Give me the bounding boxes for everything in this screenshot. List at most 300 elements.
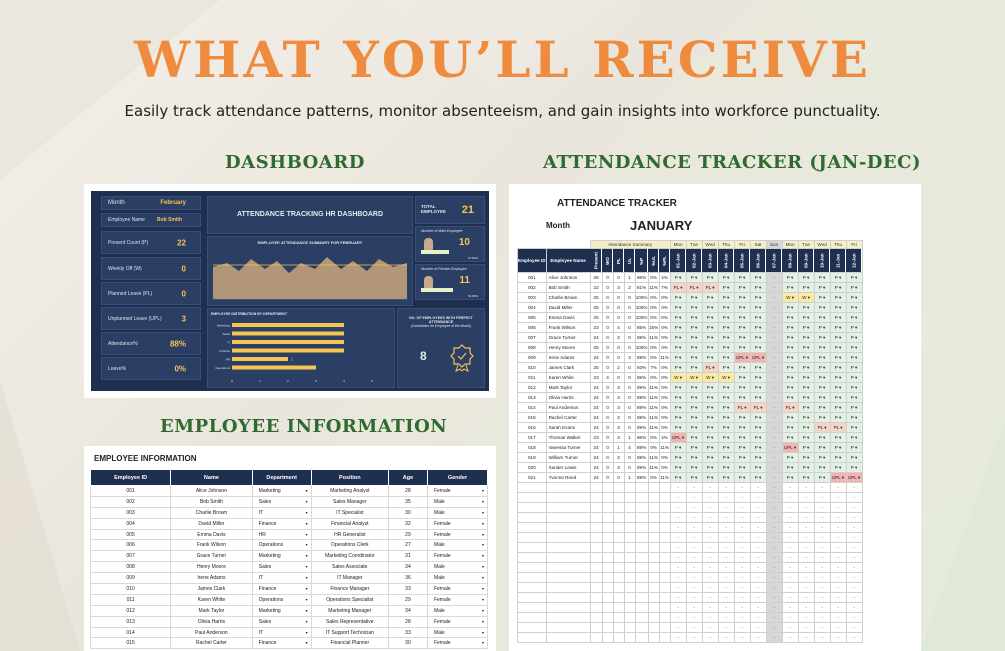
employee-cell[interactable]: Sales ▾ [252, 562, 311, 573]
day-status-cell[interactable]: - [750, 583, 766, 593]
day-status-cell[interactable]: - [830, 633, 846, 643]
employee-cell[interactable]: Female ▾ [427, 551, 487, 562]
day-status-cell[interactable]: P ▾ [798, 373, 814, 383]
day-status-cell[interactable]: P ▾ [702, 333, 718, 343]
day-status-cell[interactable]: - [734, 573, 750, 583]
day-status-cell[interactable]: P ▾ [846, 343, 862, 353]
day-status-cell[interactable]: P ▾ [798, 423, 814, 433]
day-status-cell[interactable]: P ▾ [670, 463, 686, 473]
day-status-cell[interactable]: P ▾ [686, 343, 702, 353]
day-status-cell[interactable]: P ▾ [718, 383, 734, 393]
day-status-cell[interactable]: P ▾ [782, 283, 798, 293]
day-status-cell[interactable]: - [766, 523, 782, 533]
day-status-cell[interactable]: - [702, 593, 718, 603]
day-status-cell[interactable]: - [846, 613, 862, 623]
day-status-cell[interactable]: P ▾ [686, 443, 702, 453]
day-status-cell[interactable]: - [846, 553, 862, 563]
day-status-cell[interactable]: P ▾ [830, 453, 846, 463]
day-status-cell[interactable]: P ▾ [734, 333, 750, 343]
day-status-cell[interactable]: - [718, 593, 734, 603]
day-status-cell[interactable]: - [798, 503, 814, 513]
date-column-header[interactable]: 01-Jan [670, 249, 686, 273]
day-status-cell[interactable]: - [830, 563, 846, 573]
day-status-cell[interactable]: P ▾ [750, 323, 766, 333]
day-status-cell[interactable]: P ▾ [718, 333, 734, 343]
day-status-cell[interactable]: - [686, 633, 702, 643]
day-status-cell[interactable]: - [702, 503, 718, 513]
day-status-cell[interactable]: P ▾ [830, 293, 846, 303]
day-status-cell[interactable]: P ▾ [798, 333, 814, 343]
day-status-cell[interactable]: - [766, 573, 782, 583]
day-status-cell[interactable]: P ▾ [798, 393, 814, 403]
day-status-cell[interactable]: P ▾ [702, 353, 718, 363]
day-status-cell[interactable]: - [734, 623, 750, 633]
day-status-cell[interactable]: - [766, 353, 782, 363]
day-status-cell[interactable]: - [750, 523, 766, 533]
day-status-cell[interactable]: P ▾ [670, 453, 686, 463]
day-status-cell[interactable]: P ▾ [782, 323, 798, 333]
day-status-cell[interactable]: P ▾ [734, 313, 750, 323]
day-status-cell[interactable]: P ▾ [702, 293, 718, 303]
day-status-cell[interactable]: - [798, 563, 814, 573]
day-status-cell[interactable]: P ▾ [798, 433, 814, 443]
tracker-column-header[interactable]: WO [602, 249, 613, 273]
day-status-cell[interactable]: P ▾ [782, 413, 798, 423]
day-status-cell[interactable]: P ▾ [734, 413, 750, 423]
day-status-cell[interactable]: - [750, 633, 766, 643]
day-status-cell[interactable]: P ▾ [846, 313, 862, 323]
day-status-cell[interactable]: - [686, 603, 702, 613]
day-status-cell[interactable]: P ▾ [782, 393, 798, 403]
day-status-cell[interactable]: - [830, 613, 846, 623]
day-status-cell[interactable]: - [686, 553, 702, 563]
day-status-cell[interactable]: P ▾ [814, 363, 830, 373]
day-status-cell[interactable]: - [814, 523, 830, 533]
employee-cell[interactable]: Male ▾ [427, 605, 487, 616]
day-status-cell[interactable]: P ▾ [798, 303, 814, 313]
day-status-cell[interactable]: P ▾ [830, 433, 846, 443]
day-status-cell[interactable]: P ▾ [814, 353, 830, 363]
day-status-cell[interactable]: P ▾ [798, 313, 814, 323]
day-status-cell[interactable]: P ▾ [670, 313, 686, 323]
day-status-cell[interactable]: - [670, 583, 686, 593]
date-column-header[interactable]: 04-Jan [718, 249, 734, 273]
day-status-cell[interactable]: - [766, 433, 782, 443]
day-status-cell[interactable]: - [782, 513, 798, 523]
day-status-cell[interactable]: P ▾ [750, 433, 766, 443]
day-status-cell[interactable]: PL ▾ [782, 403, 798, 413]
day-status-cell[interactable]: P ▾ [814, 323, 830, 333]
employee-cell[interactable]: Finance ▾ [252, 518, 311, 529]
day-status-cell[interactable]: P ▾ [670, 303, 686, 313]
day-status-cell[interactable]: P ▾ [750, 363, 766, 373]
day-status-cell[interactable]: - [718, 523, 734, 533]
day-status-cell[interactable]: - [814, 633, 830, 643]
day-status-cell[interactable]: - [686, 563, 702, 573]
day-status-cell[interactable]: - [766, 623, 782, 633]
day-status-cell[interactable]: - [766, 613, 782, 623]
day-status-cell[interactable]: - [814, 493, 830, 503]
day-status-cell[interactable]: - [766, 393, 782, 403]
day-status-cell[interactable]: P ▾ [718, 343, 734, 353]
day-status-cell[interactable]: - [686, 583, 702, 593]
day-status-cell[interactable]: - [830, 533, 846, 543]
day-status-cell[interactable]: - [814, 573, 830, 583]
day-status-cell[interactable]: - [670, 513, 686, 523]
day-status-cell[interactable]: P ▾ [718, 283, 734, 293]
day-status-cell[interactable]: - [846, 573, 862, 583]
day-status-cell[interactable]: - [766, 533, 782, 543]
day-status-cell[interactable]: P ▾ [830, 403, 846, 413]
day-status-cell[interactable]: - [782, 563, 798, 573]
day-status-cell[interactable]: P ▾ [734, 323, 750, 333]
day-status-cell[interactable]: - [830, 493, 846, 503]
day-status-cell[interactable]: P ▾ [846, 433, 862, 443]
employee-cell[interactable]: Sales ▾ [252, 616, 311, 627]
day-status-cell[interactable]: UPL ▾ [782, 443, 798, 453]
day-status-cell[interactable]: P ▾ [670, 363, 686, 373]
employee-cell[interactable]: Operations ▾ [252, 594, 311, 605]
day-status-cell[interactable]: P ▾ [734, 373, 750, 383]
date-column-header[interactable]: 05-Jan [734, 249, 750, 273]
day-status-cell[interactable]: P ▾ [750, 303, 766, 313]
day-status-cell[interactable]: P ▾ [846, 283, 862, 293]
day-status-cell[interactable]: - [798, 523, 814, 533]
day-status-cell[interactable]: P ▾ [846, 293, 862, 303]
day-status-cell[interactable]: P ▾ [734, 433, 750, 443]
day-status-cell[interactable]: P ▾ [830, 413, 846, 423]
employee-cell[interactable]: Sales ▾ [252, 496, 311, 507]
day-status-cell[interactable]: - [686, 523, 702, 533]
day-status-cell[interactable]: - [798, 493, 814, 503]
day-status-cell[interactable]: P ▾ [670, 403, 686, 413]
day-status-cell[interactable]: - [830, 513, 846, 523]
day-status-cell[interactable]: - [718, 613, 734, 623]
day-status-cell[interactable]: - [686, 613, 702, 623]
day-status-cell[interactable]: - [766, 553, 782, 563]
day-status-cell[interactable]: P ▾ [798, 473, 814, 483]
day-status-cell[interactable]: P ▾ [718, 463, 734, 473]
day-status-cell[interactable]: - [670, 603, 686, 613]
day-status-cell[interactable]: - [670, 483, 686, 493]
day-status-cell[interactable]: UPL ▾ [734, 353, 750, 363]
day-status-cell[interactable]: - [734, 633, 750, 643]
day-status-cell[interactable]: P ▾ [830, 443, 846, 453]
day-status-cell[interactable]: - [702, 613, 718, 623]
day-status-cell[interactable]: PL ▾ [686, 283, 702, 293]
day-status-cell[interactable]: P ▾ [718, 293, 734, 303]
day-status-cell[interactable]: - [750, 543, 766, 553]
day-status-cell[interactable]: - [734, 593, 750, 603]
day-status-cell[interactable]: - [734, 483, 750, 493]
day-status-cell[interactable]: - [830, 543, 846, 553]
day-status-cell[interactable]: - [798, 553, 814, 563]
day-status-cell[interactable]: PL ▾ [814, 423, 830, 433]
day-status-cell[interactable]: - [830, 553, 846, 563]
day-status-cell[interactable]: P ▾ [782, 273, 798, 283]
employee-cell[interactable]: Marketing ▾ [252, 551, 311, 562]
day-status-cell[interactable]: P ▾ [814, 433, 830, 443]
day-status-cell[interactable]: PL ▾ [670, 283, 686, 293]
day-status-cell[interactable]: - [686, 483, 702, 493]
day-status-cell[interactable]: - [766, 593, 782, 603]
day-status-cell[interactable]: - [734, 533, 750, 543]
day-status-cell[interactable]: - [718, 483, 734, 493]
day-status-cell[interactable]: - [686, 573, 702, 583]
day-status-cell[interactable]: - [702, 513, 718, 523]
day-status-cell[interactable]: - [830, 583, 846, 593]
day-status-cell[interactable]: P ▾ [750, 343, 766, 353]
day-status-cell[interactable]: - [766, 473, 782, 483]
employee-cell[interactable]: Finance ▾ [252, 638, 311, 649]
day-status-cell[interactable]: - [750, 533, 766, 543]
day-status-cell[interactable]: - [782, 623, 798, 633]
day-status-cell[interactable]: PL ▾ [750, 403, 766, 413]
date-column-header[interactable]: 07-Jan [766, 249, 782, 273]
day-status-cell[interactable]: P ▾ [686, 323, 702, 333]
day-status-cell[interactable]: - [846, 483, 862, 493]
day-status-cell[interactable]: - [782, 603, 798, 613]
day-status-cell[interactable]: P ▾ [670, 333, 686, 343]
employee-cell[interactable]: Male ▾ [427, 562, 487, 573]
day-status-cell[interactable]: - [782, 573, 798, 583]
day-status-cell[interactable]: - [782, 503, 798, 513]
day-status-cell[interactable]: - [750, 513, 766, 523]
day-status-cell[interactable]: P ▾ [750, 273, 766, 283]
day-status-cell[interactable]: - [734, 553, 750, 563]
day-status-cell[interactable]: P ▾ [718, 303, 734, 313]
day-status-cell[interactable]: - [670, 553, 686, 563]
day-status-cell[interactable]: P ▾ [846, 463, 862, 473]
day-status-cell[interactable]: P ▾ [782, 383, 798, 393]
day-status-cell[interactable]: - [766, 503, 782, 513]
day-status-cell[interactable]: P ▾ [782, 373, 798, 383]
date-column-header[interactable]: 02-Jan [686, 249, 702, 273]
day-status-cell[interactable]: P ▾ [846, 303, 862, 313]
day-status-cell[interactable]: P ▾ [702, 453, 718, 463]
day-status-cell[interactable]: P ▾ [830, 363, 846, 373]
day-status-cell[interactable]: - [734, 493, 750, 503]
day-status-cell[interactable]: - [766, 423, 782, 433]
day-status-cell[interactable]: P ▾ [734, 293, 750, 303]
day-status-cell[interactable]: - [798, 583, 814, 593]
tracker-column-header[interactable]: Employee ID [518, 249, 547, 273]
day-status-cell[interactable]: P ▾ [782, 473, 798, 483]
employee-column-header[interactable]: Employee ID [91, 470, 171, 486]
employee-value[interactable]: Bob Smith [157, 217, 182, 223]
day-status-cell[interactable]: - [750, 603, 766, 613]
day-status-cell[interactable]: - [846, 603, 862, 613]
employee-cell[interactable]: Operations ▾ [252, 540, 311, 551]
day-status-cell[interactable]: - [766, 443, 782, 453]
day-status-cell[interactable]: - [750, 623, 766, 633]
day-status-cell[interactable]: P ▾ [718, 363, 734, 373]
day-status-cell[interactable]: - [702, 633, 718, 643]
day-status-cell[interactable]: PL ▾ [702, 283, 718, 293]
day-status-cell[interactable]: - [766, 363, 782, 373]
day-status-cell[interactable]: P ▾ [846, 443, 862, 453]
day-status-cell[interactable]: P ▾ [782, 313, 798, 323]
day-status-cell[interactable]: - [814, 553, 830, 563]
day-status-cell[interactable]: - [702, 523, 718, 533]
day-status-cell[interactable]: - [718, 573, 734, 583]
day-status-cell[interactable]: - [718, 503, 734, 513]
day-status-cell[interactable]: P ▾ [670, 423, 686, 433]
day-status-cell[interactable]: - [814, 613, 830, 623]
day-status-cell[interactable]: - [846, 533, 862, 543]
day-status-cell[interactable]: P ▾ [686, 333, 702, 343]
day-status-cell[interactable]: P ▾ [846, 393, 862, 403]
day-status-cell[interactable]: - [814, 543, 830, 553]
date-column-header[interactable]: 12-Jan [846, 249, 862, 273]
day-status-cell[interactable]: - [702, 533, 718, 543]
day-status-cell[interactable]: - [718, 563, 734, 573]
day-status-cell[interactable]: PL ▾ [734, 403, 750, 413]
day-status-cell[interactable]: P ▾ [750, 373, 766, 383]
day-status-cell[interactable]: - [766, 293, 782, 303]
day-status-cell[interactable]: - [766, 383, 782, 393]
day-status-cell[interactable]: P ▾ [718, 433, 734, 443]
day-status-cell[interactable]: P ▾ [814, 343, 830, 353]
day-status-cell[interactable]: P ▾ [798, 403, 814, 413]
day-status-cell[interactable]: - [718, 543, 734, 553]
day-status-cell[interactable]: P ▾ [686, 463, 702, 473]
day-status-cell[interactable]: P ▾ [830, 313, 846, 323]
day-status-cell[interactable]: - [750, 493, 766, 503]
day-status-cell[interactable]: P ▾ [830, 333, 846, 343]
day-status-cell[interactable]: - [718, 583, 734, 593]
day-status-cell[interactable]: P ▾ [734, 383, 750, 393]
tracker-month-value[interactable]: JANUARY [630, 218, 693, 233]
day-status-cell[interactable]: - [814, 623, 830, 633]
day-status-cell[interactable]: P ▾ [702, 423, 718, 433]
day-status-cell[interactable]: P ▾ [702, 273, 718, 283]
day-status-cell[interactable]: - [750, 563, 766, 573]
day-status-cell[interactable]: P ▾ [734, 453, 750, 463]
day-status-cell[interactable]: P ▾ [734, 363, 750, 373]
employee-column-header[interactable]: Age [388, 470, 427, 486]
day-status-cell[interactable]: - [846, 563, 862, 573]
day-status-cell[interactable]: W ▾ [718, 373, 734, 383]
day-status-cell[interactable]: P ▾ [718, 323, 734, 333]
day-status-cell[interactable]: P ▾ [718, 473, 734, 483]
day-status-cell[interactable]: P ▾ [782, 303, 798, 313]
day-status-cell[interactable]: P ▾ [846, 353, 862, 363]
employee-cell[interactable]: Female ▾ [427, 584, 487, 595]
day-status-cell[interactable]: - [798, 623, 814, 633]
day-status-cell[interactable]: - [702, 583, 718, 593]
tracker-column-header[interactable]: UL [624, 249, 635, 273]
day-status-cell[interactable]: P ▾ [814, 273, 830, 283]
day-status-cell[interactable]: P ▾ [750, 463, 766, 473]
day-status-cell[interactable]: P ▾ [686, 383, 702, 393]
day-status-cell[interactable]: P ▾ [782, 423, 798, 433]
day-status-cell[interactable]: - [670, 543, 686, 553]
day-status-cell[interactable]: - [846, 513, 862, 523]
employee-cell[interactable]: Finance ▾ [252, 584, 311, 595]
day-status-cell[interactable]: - [734, 583, 750, 593]
day-status-cell[interactable]: P ▾ [814, 333, 830, 343]
day-status-cell[interactable]: P ▾ [798, 273, 814, 283]
day-status-cell[interactable]: - [846, 593, 862, 603]
day-status-cell[interactable]: - [750, 553, 766, 563]
day-status-cell[interactable]: P ▾ [686, 453, 702, 463]
day-status-cell[interactable]: P ▾ [686, 403, 702, 413]
day-status-cell[interactable]: - [782, 633, 798, 643]
day-status-cell[interactable]: P ▾ [686, 353, 702, 363]
day-status-cell[interactable]: - [798, 573, 814, 583]
day-status-cell[interactable]: P ▾ [750, 443, 766, 453]
day-status-cell[interactable]: P ▾ [798, 363, 814, 373]
day-status-cell[interactable]: UPL ▾ [846, 473, 862, 483]
day-status-cell[interactable]: P ▾ [718, 353, 734, 363]
day-status-cell[interactable]: - [734, 563, 750, 573]
day-status-cell[interactable]: - [750, 593, 766, 603]
day-status-cell[interactable]: P ▾ [750, 293, 766, 303]
day-status-cell[interactable]: P ▾ [686, 363, 702, 373]
day-status-cell[interactable]: - [750, 573, 766, 583]
day-status-cell[interactable]: - [718, 623, 734, 633]
day-status-cell[interactable]: - [750, 483, 766, 493]
date-column-header[interactable]: 08-Jan [782, 249, 798, 273]
day-status-cell[interactable]: P ▾ [670, 273, 686, 283]
day-status-cell[interactable]: - [846, 543, 862, 553]
day-status-cell[interactable]: UPL ▾ [670, 433, 686, 443]
day-status-cell[interactable]: - [830, 483, 846, 493]
day-status-cell[interactable]: P ▾ [702, 433, 718, 443]
day-status-cell[interactable]: - [734, 503, 750, 513]
tracker-column-header[interactable]: %PL [659, 249, 670, 273]
day-status-cell[interactable]: P ▾ [798, 383, 814, 393]
day-status-cell[interactable]: P ▾ [798, 443, 814, 453]
day-status-cell[interactable]: - [814, 563, 830, 573]
day-status-cell[interactable]: - [766, 493, 782, 503]
day-status-cell[interactable]: - [702, 483, 718, 493]
day-status-cell[interactable]: - [766, 563, 782, 573]
day-status-cell[interactable]: P ▾ [718, 273, 734, 283]
day-status-cell[interactable]: P ▾ [846, 273, 862, 283]
day-status-cell[interactable]: P ▾ [782, 433, 798, 443]
tracker-column-header[interactable]: %P [635, 249, 648, 273]
day-status-cell[interactable]: P ▾ [702, 313, 718, 323]
employee-cell[interactable]: Female ▾ [427, 518, 487, 529]
day-status-cell[interactable]: P ▾ [702, 463, 718, 473]
day-status-cell[interactable]: - [814, 583, 830, 593]
employee-cell[interactable]: Marketing ▾ [252, 605, 311, 616]
day-status-cell[interactable]: P ▾ [670, 443, 686, 453]
day-status-cell[interactable]: P ▾ [686, 393, 702, 403]
employee-cell[interactable]: Female ▾ [427, 616, 487, 627]
day-status-cell[interactable]: P ▾ [830, 383, 846, 393]
day-status-cell[interactable]: P ▾ [814, 303, 830, 313]
day-status-cell[interactable]: - [670, 573, 686, 583]
month-value[interactable]: February [160, 200, 186, 206]
employee-column-header[interactable]: Gender [427, 470, 487, 486]
day-status-cell[interactable]: P ▾ [670, 293, 686, 303]
day-status-cell[interactable]: - [814, 513, 830, 523]
day-status-cell[interactable]: P ▾ [846, 323, 862, 333]
day-status-cell[interactable]: P ▾ [718, 413, 734, 423]
day-status-cell[interactable]: - [846, 633, 862, 643]
day-status-cell[interactable]: - [766, 323, 782, 333]
day-status-cell[interactable]: P ▾ [702, 413, 718, 423]
day-status-cell[interactable]: - [782, 523, 798, 533]
day-status-cell[interactable]: - [846, 503, 862, 513]
day-status-cell[interactable]: P ▾ [670, 353, 686, 363]
day-status-cell[interactable]: - [766, 313, 782, 323]
employee-cell[interactable]: IT ▾ [252, 507, 311, 518]
day-status-cell[interactable]: P ▾ [798, 463, 814, 473]
